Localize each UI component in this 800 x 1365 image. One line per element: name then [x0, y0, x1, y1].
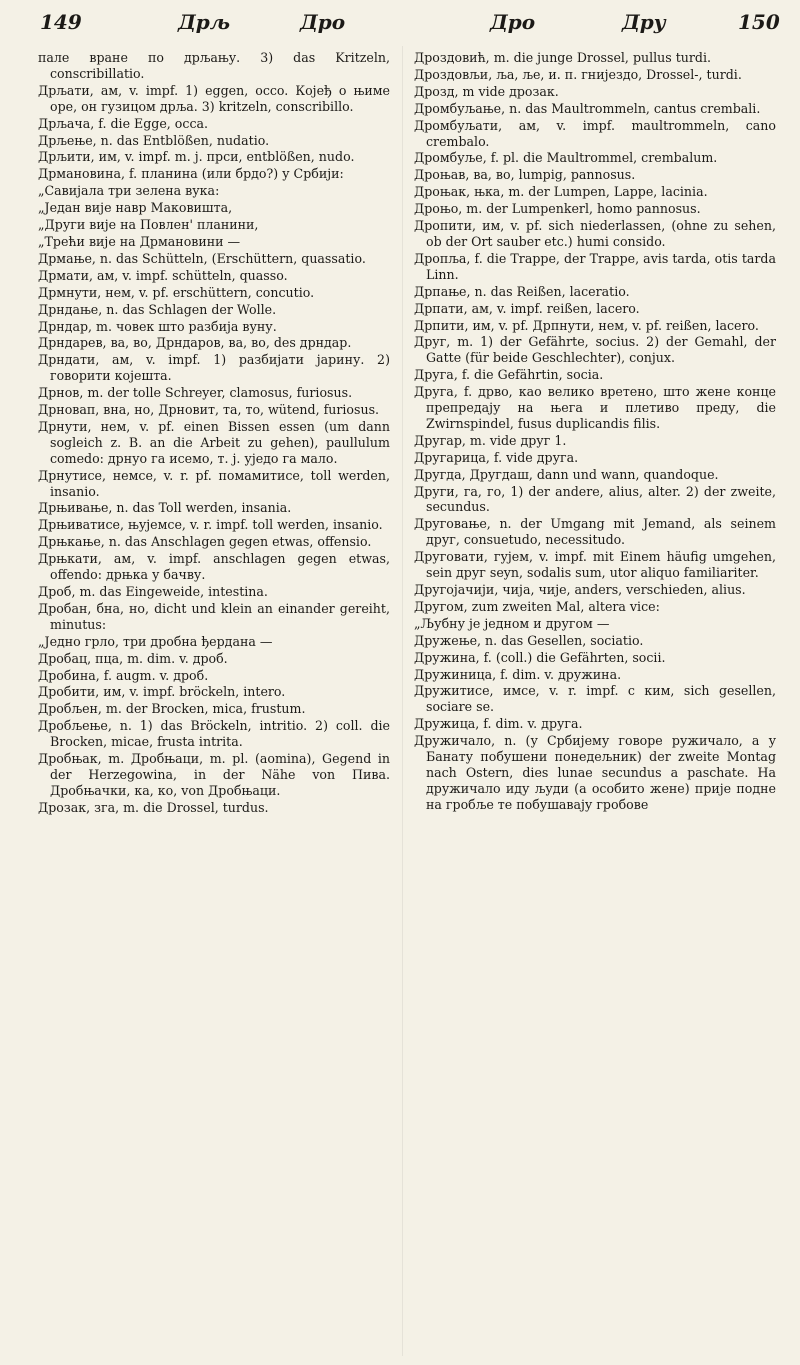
dictionary-entry: Дроздовљи, ља, ље, и. п. гнијездо, Drossel-, turdi.: [414, 66, 742, 82]
dictionary-entry: Дрпање, n. das Reißen, laceratio.: [414, 283, 630, 299]
right-page-number: 150: [738, 10, 780, 34]
left-column: [38, 50, 390, 1355]
dictionary-entry: Дрнутисе, немсе, v. r. pf. помамитисе, toll werden, insanio.: [38, 467, 390, 499]
dictionary-entry: Друг, m. 1) der Gefährte, socius. 2) der Gemahl, der Gatte (für beide Geschlechter), conjux.: [414, 334, 776, 366]
dictionary-entry: Дропља, f. die Trappe, der Trappe, avis tarda, otis tarda Linn.: [414, 250, 776, 282]
dictionary-entry: Друговати, гујем, v. impf. mit Einem häufig umgehen, sein друг seyn, sodalis sum, utor aliquo familiariter.: [414, 549, 776, 581]
right-column: [414, 50, 776, 1355]
dictionary-entry: Дружење, n. das Gesellen, sociatio.: [414, 632, 644, 648]
dictionary-entry: Дрпити, им, v. pf. Дрпнути, нем, v. pf. reißen, lacero.: [414, 317, 759, 333]
dictionary-entry: Дробњак, m. Дробњаци, m. pl. (aomina), Gegend in der Herzegowina, in der Nähe von Пива. Дробњачки, ка, ко, von Дробњаци.: [38, 751, 390, 798]
dictionary-entry: Другда, Другдаш, dann und wann, quandoque.: [414, 466, 719, 482]
dictionary-entry: Дрњиватисе, њујемсе, v. r. impf. toll werden, insanio.: [38, 517, 383, 533]
dictionary-entry: Дрмање, n. das Schütteln, (Erschüttern, quassatio.: [38, 250, 366, 266]
dictionary-entry: Дромбуљање, n. das Maultrommeln, cantus crembali.: [414, 100, 761, 116]
dictionary-entry: Дрндање, n. das Schlagen der Wolle.: [38, 301, 277, 317]
dictionary-entry: Дрнути, нем, v. pf. einen Bissen essen (um dann sogleich z. B. an die Arbeit zu gehen), paullulum comedo: дрнуо га исемо, т. ј. уједо га мало.: [38, 418, 390, 466]
right-guide-word-1: Дро: [490, 10, 536, 34]
dictionary-entry: Дробац, пца, m. dim. v. дроб.: [38, 650, 228, 666]
dictionary-entry: Дробити, им, v. impf. bröckeln, intero.: [38, 684, 286, 700]
dictionary-entry: Дружина, f. (coll.) die Gefährten, socii.: [414, 649, 666, 665]
left-guide-word-2: Дро: [300, 10, 346, 34]
dictionary-entry: Дрњкати, ам, v. impf. anschlagen gegen etwas, offendo: дрњка у бачву.: [38, 551, 390, 583]
dictionary-entry: Дромбуљати, ам, v. impf. maultrommeln, cano crembalo.: [414, 117, 776, 149]
dictionary-entry: Дрновап, вна, но, Дрновит, та, то, wütend, furiosus.: [38, 402, 380, 418]
dictionary-entry: Дробан, бна, но, dicht und klein an einander gereiht, minutus:: [38, 600, 390, 632]
dictionary-entry: Дромбуље, f. pl. die Maultrommel, crembalum.: [414, 150, 718, 166]
left-guide-word-1: Дрљ: [178, 10, 231, 34]
dictionary-entry: Дружиница, f. dim. v. дружина.: [414, 666, 622, 682]
dictionary-entry: Друга, f. die Gefährtin, socia.: [414, 367, 604, 383]
dictionary-entry: Друговање, n. der Umgang mit Jemand, als seinem друг, consuetudo, necessitudo.: [414, 516, 776, 548]
right-guide-word-2: Дру: [622, 10, 666, 34]
dictionary-entry: Дропити, им, v. pf. sich niederlassen, (ohne zu sehen, ob der Ort sauber etc.) humi consido.: [414, 218, 776, 249]
dictionary-entry: „Љубну је једном и другом —: [414, 615, 610, 631]
dictionary-entry: пале вране по дрљању. 3) das Kritzeln, conscribillatio.: [38, 50, 390, 81]
dictionary-entry: Дрљење, n. das Entblößen, nudatio.: [38, 132, 270, 148]
dictionary-entry: Дрмановина, f. планина (или брдо?) у Србији:: [38, 166, 344, 182]
dictionary-entry: „Савијала три зелена вука:: [38, 183, 220, 199]
dictionary-entry: Дрндарев, ва, во, Дрндаров, ва, во, des дрндар.: [38, 335, 352, 351]
dictionary-entry: Друга, f. дрво, као велико вретено, што жене конце препредају на њега и плетиво преду, die Zwirnspindel, fusus duplicandis filis.: [414, 384, 776, 431]
dictionary-entry: Дроњо, m. der Lumpenkerl, homo pannosus.: [414, 201, 701, 217]
dictionary-entry: Дробљен, m. der Brocken, mica, frustum.: [38, 701, 306, 717]
dictionary-entry: „Један вије навр Маковишта,: [38, 200, 233, 216]
dictionary-entry: Други, га, го, 1) der andere, alius, alter. 2) der zweite, secundus.: [414, 483, 776, 515]
left-page-number: 149: [40, 10, 82, 34]
dictionary-entry: Дрљити, им, v. impf. m. j. прси, entblößen, nudo.: [38, 149, 355, 165]
dictionary-entry: Дрљача, f. die Egge, occa.: [38, 115, 209, 131]
dictionary-entry: Дроњак, њка, m. der Lumpen, Lappe, lacinia.: [414, 184, 708, 200]
dictionary-entry: Другом, zum zweiten Mal, altera vice:: [414, 598, 660, 614]
dictionary-entry: Дрнов, m. der tolle Schreyer, clamosus, furiosus.: [38, 385, 353, 401]
dictionary-entry: Дружичало, n. (у Србијему говоре ружичало, а у Банату побушени понедељник) der zweite Montag nach Ostern, dies lunae secundus a paschate. На дружичало иду људи (а особито жене) прије подне на гробље те побушавају гробове: [414, 733, 776, 812]
dictionary-entry: „Трећи вије на Дрмановини —: [38, 233, 241, 249]
dictionary-entry: Дрндар, m. човек што разбија вуну.: [38, 318, 277, 334]
dictionary-entry: Дрљати, ам, v. impf. 1) eggen, occo. Којеђ о њиме оре, он гузицом дрља. 3) kritzeln, conscribillo.: [38, 82, 390, 114]
dictionary-entry: Дроб, m. das Eingeweide, intestina.: [38, 584, 268, 599]
column-divider: [402, 46, 403, 1356]
dictionary-entry: Дрњивање, n. das Toll werden, insania.: [38, 500, 292, 516]
dictionary-entry: Дробљење, n. 1) das Bröckeln, intritio. 2) coll. die Brocken, micae, frusta intrita.: [38, 718, 390, 750]
page-header: [0, 0, 800, 44]
dictionary-entry: Дробина, f. augm. v. дроб.: [38, 667, 209, 683]
dictionary-entry: „Други вије на Повлен' планини,: [38, 217, 259, 233]
dictionary-entry: Другар, m. vide друг 1.: [414, 432, 567, 448]
dictionary-entry: Дроздовић, m. die junge Drossel, pullus turdi.: [414, 50, 712, 65]
dictionary-entry: Дружитисе, имсе, v. r. impf. с ким, sich gesellen, sociare se.: [414, 683, 776, 715]
dictionary-entry: Дружица, f. dim. v. друга.: [414, 716, 583, 732]
dictionary-entry: Дрозак, зга, m. die Drossel, turdus.: [38, 799, 269, 815]
dictionary-entry: „Једно грло, три дробна ђердана —: [38, 633, 273, 649]
dictionary-entry: Дрмати, ам, v. impf. schütteln, quasso.: [38, 267, 288, 283]
dictionary-entry: Дрмнути, нем, v. pf. erschüttern, concutio.: [38, 284, 315, 300]
dictionary-entry: Другојачији, чија, чије, anders, verschieden, alius.: [414, 582, 746, 597]
dictionary-entry: Дрндати, ам, v. impf. 1) разбијати јарину. 2) говорити којешта.: [38, 352, 390, 384]
dictionary-entry: Дрпати, ам, v. impf. reißen, lacero.: [414, 300, 640, 316]
dictionary-entry: Дроњав, ва, во, lumpig, pannosus.: [414, 167, 636, 183]
dictionary-entry: Другарица, f. vide друга.: [414, 449, 579, 465]
dictionary-entry: Дрозд, m vide дрозак.: [414, 83, 559, 99]
dictionary-entry: Дрњкање, n. das Anschlagen gegen etwas, offensio.: [38, 534, 372, 550]
